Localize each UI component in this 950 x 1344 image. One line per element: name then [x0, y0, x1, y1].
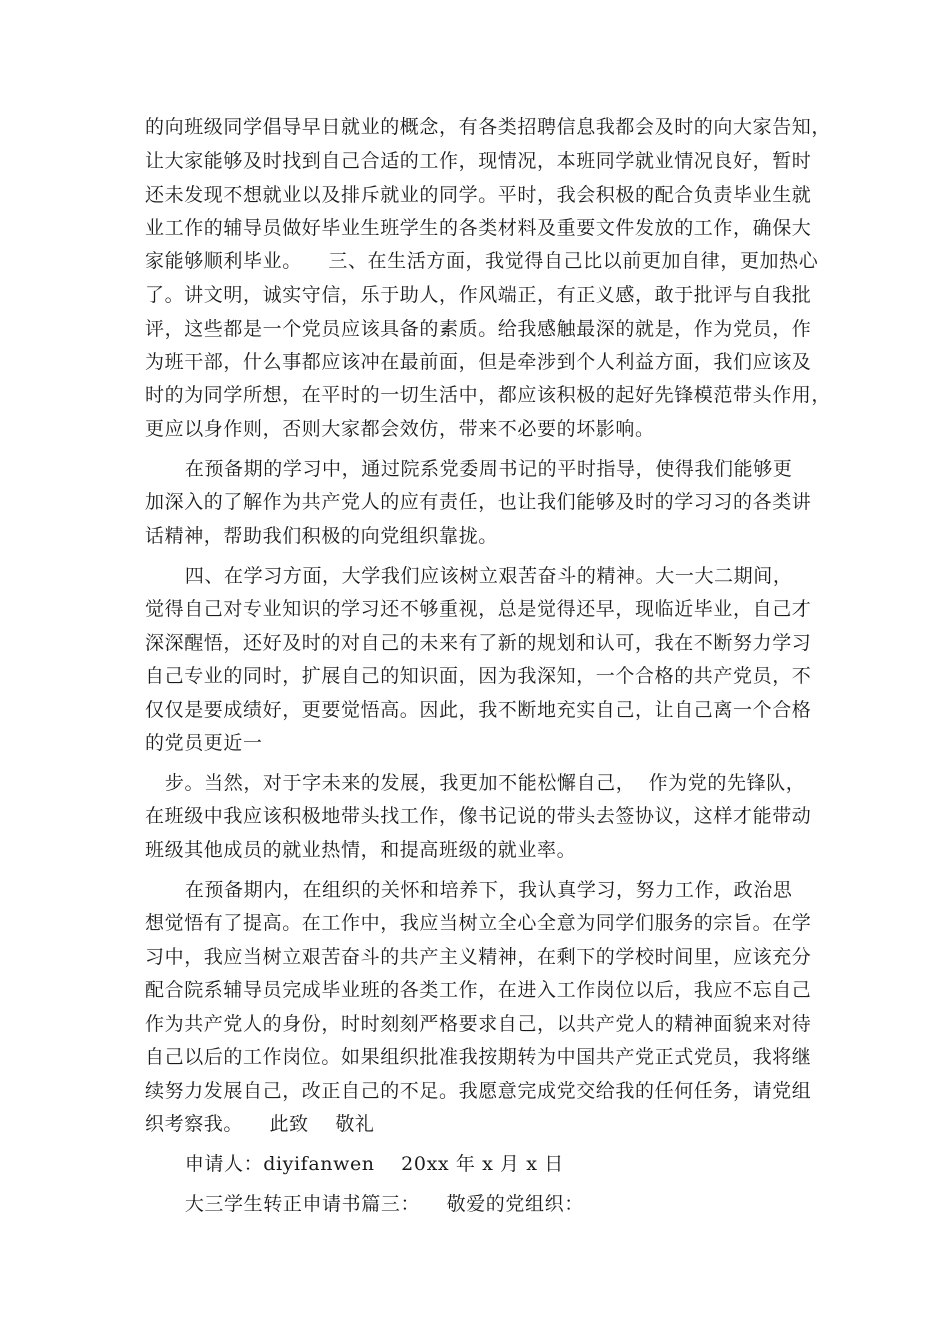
text-line: 自己专业的同时，扩展自己的知识面，因为我深知，一个合格的共产党员，不 — [145, 665, 812, 687]
text-line: 在预备期的学习中，通过院系党委周书记的平时指导，使得我们能够更 — [145, 458, 793, 480]
signature-line: 申请人：diyifanwen 20xx 年 x 月 x 日 — [145, 1153, 564, 1175]
text-line: 自己以后的工作岗位。如果组织批准我按期转为中国共产党正式党员，我将继 — [145, 1046, 812, 1068]
text-line: 的向班级同学倡导早日就业的概念，有各类招聘信息我都会及时的向大家告知， — [145, 116, 832, 138]
text-line: 家能够顺利毕业。 三、在生活方面，我觉得自己比以前更加自律，更加热心 — [145, 250, 819, 272]
text-line: 时的为同学所想，在平时的一切生活中，都应该积极的起好先锋模范带头作用， — [145, 384, 832, 406]
text-line: 想觉悟有了提高。在工作中，我应当树立全心全意为同学们服务的宗旨。在学 — [145, 912, 812, 934]
text-line: 步。当然，对于字未来的发展，我更加不能松懈自己， 作为党的先锋队， — [145, 772, 806, 794]
text-line: 评，这些都是一个党员应该具备的素质。给我感触最深的就是，作为党员，作 — [145, 318, 812, 340]
text-line: 作为共产党人的身份，时时刻刻严格要求自己，以共产党人的精神面貌来对待 — [145, 1013, 812, 1035]
text-line: 习中，我应当树立艰苦奋斗的共产主义精神，在剩下的学校时间里，应该充分 — [145, 946, 812, 968]
text-line: 觉得自己对专业知识的学习还不够重视，总是觉得还早，现临近毕业，自己才 — [145, 598, 812, 620]
text-line: 更应以身作则，否则大家都会效仿，带来不必要的坏影响。 — [145, 418, 655, 440]
text-line: 仅仅是要成绩好，更要觉悟高。因此，我不断地充实自己，让自己离一个合格 — [145, 699, 812, 721]
text-line: 让大家能够及时找到自己合适的工作，现情况，本班同学就业情况良好，暂时 — [145, 150, 812, 172]
text-line: 加深入的了解作为共产党人的应有责任，也让我们能够及时的学习习的各类讲 — [145, 491, 812, 513]
text-line: 配合院系辅导员完成毕业班的各类工作，在进入工作岗位以后，我应不忘自己 — [145, 979, 812, 1001]
text-line: 在预备期内，在组织的关怀和培养下，我认真学习，努力工作，政治思 — [145, 879, 793, 901]
section-heading-line: 大三学生转正申请书篇三： 敬爱的党组织： — [145, 1193, 584, 1215]
text-line: 还未发现不想就业以及排斥就业的同学。平时，我会积极的配合负责毕业生就 — [145, 184, 812, 206]
text-line: 了。讲文明，诚实守信，乐于助人，作风端正，有正义感，敢于批评与自我批 — [145, 284, 812, 306]
text-line: 班级其他成员的就业热情，和提高班级的就业率。 — [145, 839, 577, 861]
text-line: 织考察我。 此致 敬礼 — [145, 1113, 375, 1135]
text-line: 为班干部，什么事都应该冲在最前面，但是牵涉到个人利益方面，我们应该及 — [145, 351, 812, 373]
text-line: 的党员更近一 — [145, 732, 263, 754]
text-line: 话精神，帮助我们积极的向党组织靠拢。 — [145, 525, 498, 547]
text-line: 四、在学习方面，大学我们应该树立艰苦奋斗的精神。大一大二期间， — [145, 565, 793, 587]
text-line: 续努力发展自己，改正自己的不足。我愿意完成党交给我的任何任务，请党组 — [145, 1080, 812, 1102]
text-line: 深深醒悟，还好及时的对自己的未来有了新的规划和认可，我在不断努力学习 — [145, 632, 812, 654]
text-line: 业工作的辅导员做好毕业生班学生的各类材料及重要文件发放的工作，确保大 — [145, 217, 812, 239]
text-line: 在班级中我应该积极地带头找工作，像书记说的带头去签协议，这样才能带动 — [145, 805, 812, 827]
